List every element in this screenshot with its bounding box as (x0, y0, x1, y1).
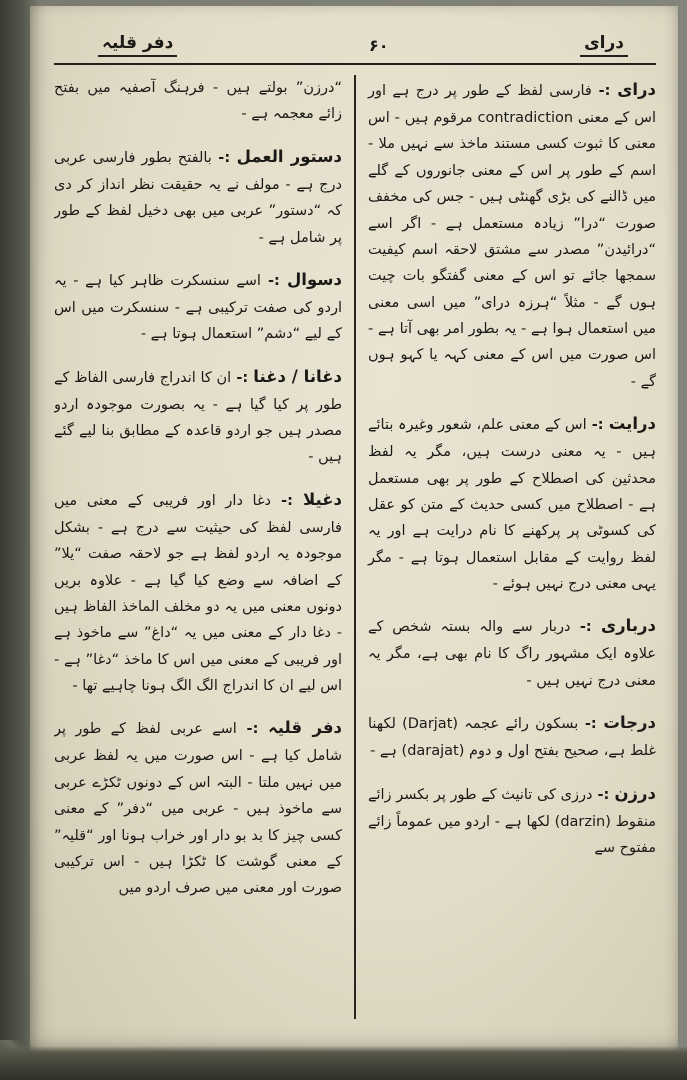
entry-separator: :- (231, 369, 254, 386)
dictionary-entry (54, 713, 342, 901)
dictionary-entry (368, 409, 656, 597)
text-column-right (356, 75, 656, 1019)
entry-headword: دستور العمل (236, 146, 342, 166)
page-number: ۶۰ (368, 36, 389, 55)
entry-body: فارسی لفظ کے طور پر درج ہے اور اس کے معنی contradiction مرقوم ہیں - اس معنی کا ثبوت کسی مستند ماخذ سے نہیں ملا - اسم کے طور پر اس کے معنی جانوروں کے گلے میں ڈالنے کی بڑی گھنٹی ہیں - جس کی مخفف صورت “درا” زیادہ مستعمل ہے - اگر اسے “درائیدن” مصدر سے مشتق لاحقہ اسم کیفیت سمجھا جائے تو اس کے معنی گفتگو بات چیت ہوں گے - مثلاً “ہرزہ درای” میں اسی معنی میں استعمال ہوا ہے - یہ بطور امر بھی آتا ہے - اس صورت میں اس کے معنی کہہ یا کہو ہوں گے - (368, 83, 656, 390)
entry-body: “درزن” بولتے ہیں - فرہنگ آصفیہ میں بفتح زائے معجمہ ہے - (54, 80, 342, 123)
dictionary-entry (368, 611, 656, 694)
dictionary-entry (54, 485, 342, 700)
dictionary-entry (368, 708, 656, 764)
entry-body: درزی کی تانیث کے طور پر بکسر زائے منقوط (darzin) لکھا ہے - اردو میں عموماً زائے مفتوح سے (368, 786, 656, 856)
entry-separator: :- (570, 619, 602, 636)
entry-body: اس کے معنی علم، شعور وغیرہ بتائے ہیں - یہ معنی درست ہیں، مگر یہ لفظ محدثین کی اصطلاح کے طور پر بھی مستعمل ہے - اصطلاح میں کسی حدیث کے متن کو عقل کی کسوٹی پر پرکھنے کا نام درایت ہے اور یہ لفظ روایت کے مقابل استعمال ہوتا ہے - مگر یہی معنی درج نہیں ہوئے - (368, 417, 656, 593)
entry-headword: دسوال (286, 269, 342, 289)
scanned-page (30, 6, 678, 1054)
entry-separator: :- (591, 83, 618, 99)
dictionary-entry-continuation (54, 75, 342, 128)
entry-body: بالفتح بطور فارسی عربی درج ہے - مولف نے یہ حقیقت نظر انداز کر دی کہ “دستور” عربی میں بھی دخیل لفظ کے طور پر شامل ہے - (54, 149, 342, 246)
entry-body: دغا دار اور فریبی کے معنی میں فارسی لفظ کی حیثیت سے درج ہے - بشکل موجودہ یہ اردو لفظ ہے جو لاحقہ صفت “یلا” کے اضافہ سے وضع کیا گیا ہے - علاوہ بریں دونوں معنی میں یہ دو مخلف الماخذ الفاظ ہیں - دغا دار کے معنی میں یہ “داغ” سے ماخوذ ہے اور فریبی کے معنی میں اس کا ماخذ “دغا” ہے - اس لیے ان کا اندراج الگ الگ ہونا چاہیے تھا - (54, 492, 342, 695)
running-head-right: درای (580, 33, 628, 57)
entry-body: دربار سے والہ بستہ شخص کے علاوہ ایک مشہور راگ کا نام بھی ہے، مگر یہ معنی درج نہیں ہیں - (368, 619, 656, 689)
entry-body: اسے عربی لفظ کے طور پر شامل کیا ہے - اس صورت میں یہ لفظ عربی میں نہیں ملتا - البتہ اس کے دونوں ٹکڑے عربی سے ماخوذ ہیں - عربی میں “دفر” کے معنی کسی چیز کا بد بو دار اور خراب ہونا اور “قلیہ” کے معنی گوشت کا ٹکڑا ہیں - اس ترکیبی صورت اور معنی میں صرف اردو میں (54, 721, 342, 897)
dictionary-entry (368, 779, 656, 862)
running-head-left: دفر قلیہ (98, 32, 177, 57)
entry-body: ان کا اندراج فارسی الفاظ کے طور پر کیا گیا ہے - یہ بصورت موجودہ اردو مصدر ہیں جو اردو قاعدہ کے مطابق بنا لیے گئے ہیں - (54, 369, 342, 466)
dictionary-entry (368, 75, 656, 395)
entry-separator: :- (578, 716, 604, 733)
entry-separator: :- (236, 721, 269, 738)
entry-body: بسکون رائے عجمہ (Darjat) لکھنا غلط ہے، صحیح بفتح اول و دوم (darajat) ہے - (368, 716, 656, 760)
entry-headword: درایت (608, 414, 656, 434)
entry-headword: دغیلا (302, 489, 342, 509)
two-column-text (54, 75, 656, 1019)
entry-separator: :- (211, 149, 237, 166)
entry-separator: :- (260, 272, 287, 289)
dictionary-entry (54, 265, 342, 348)
dictionary-entry (54, 362, 342, 471)
entry-separator: :- (592, 786, 615, 803)
entry-headword: درای (617, 80, 656, 99)
entry-headword: درباری (601, 616, 656, 636)
entry-headword: درجات (603, 713, 656, 733)
entry-headword: دفر قلیہ (268, 718, 343, 738)
entry-headword: درزن (614, 783, 656, 803)
running-header (54, 32, 656, 65)
entry-headword: دغانا / دغنا (253, 366, 342, 386)
entry-separator: :- (271, 492, 303, 509)
entry-body: اسے سنسکرت ظاہر کیا ہے - یہ اردو کی صفت ترکیبی ہے - سنسکرت میں اس کے لیے “دشم” استعمال ہوتا ہے - (54, 272, 342, 343)
text-column-left (54, 75, 354, 1019)
dictionary-entry (54, 142, 342, 251)
entry-separator: :- (586, 417, 609, 434)
